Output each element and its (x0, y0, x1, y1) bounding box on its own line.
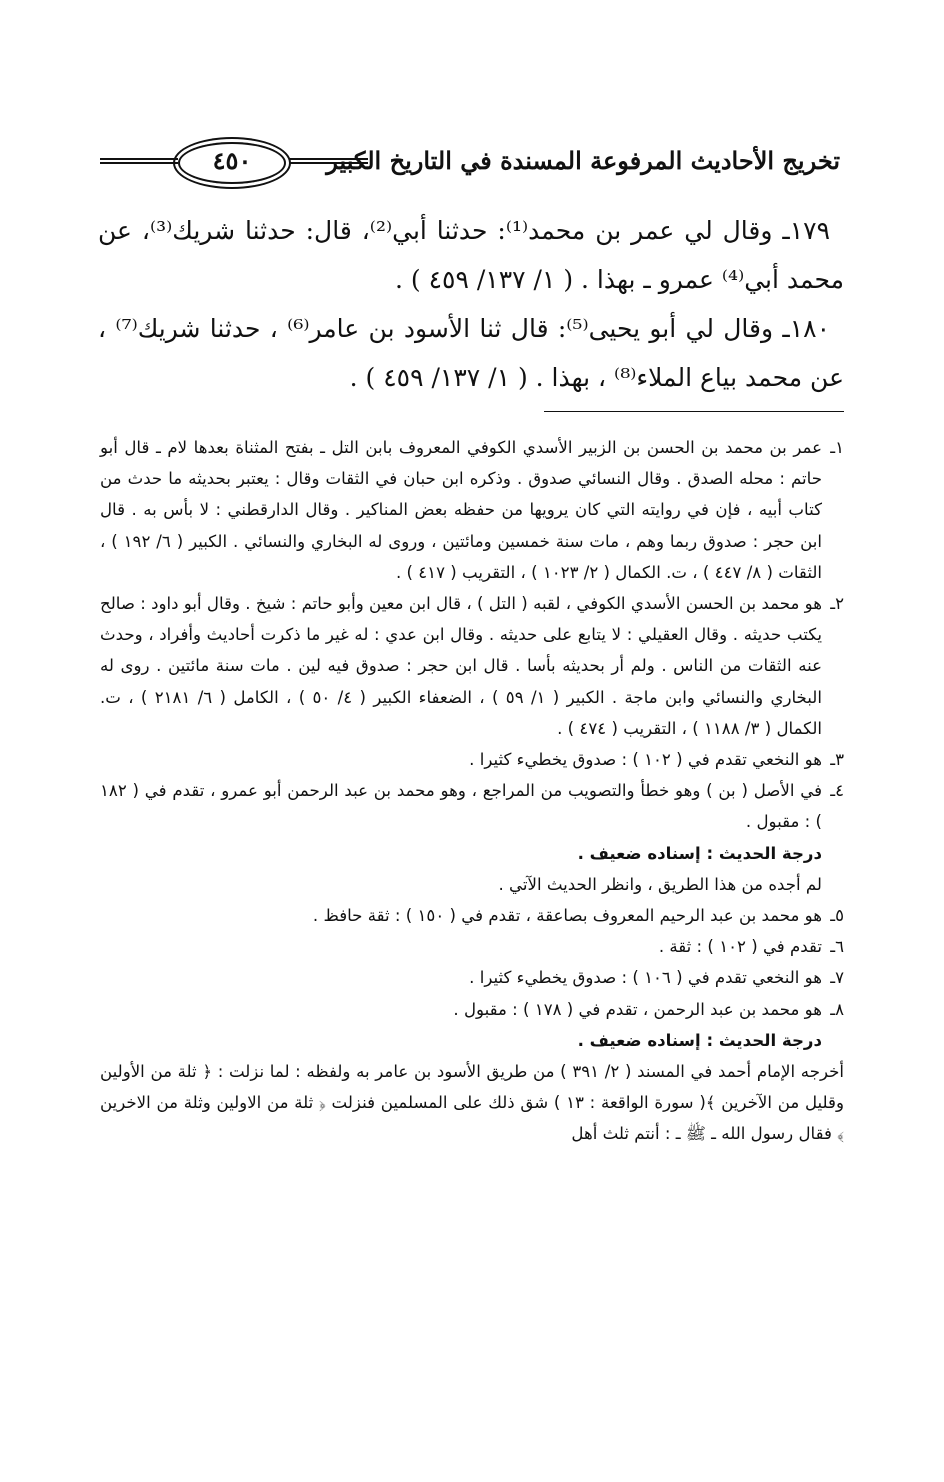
footnote-number: ٤ـ (830, 781, 844, 801)
footnote-3 (100, 744, 844, 775)
book-title: تخريج الأحاديث المرفوعة المسندة في التاريخ الكبير (326, 146, 840, 175)
hadith-entry-179: ١٧٩ـ وقال لي عمر بن محمد⁽¹⁾: حدثنا أبي⁽²⁾، قال: حدثنا شريك⁽³⁾، عن محمد أبي⁽⁴⁾ عمرو ـ بهذا . ( ١/ ١٣٧/ ٤٥٩ ) . (98, 216, 844, 294)
footnote-text: عمر بن محمد بن الحسن بن الزبير الأسدي الكوفي المعروف بابن التل ـ بفتح المثناة بعدها لام ـ قال أبو حاتم : محله الصدق . وقال النسائي صدوق . وذكره ابن حبان في الثقات وقال : يعتبر بحديثه ما حدث من كتاب أبيه ، فإن في روايته التي كان يرويها من حفظه بعض المناكير . وقال الدارقطني : لا بأس به . قال ابن حجر : صدوق ربما وهم ، مات سنة خمسين ومائتين ، وروى له البخاري والنسائي . الكبير ( ٦/ ١٩٢ ) ، الثقات ( ٨/ ٤٤٧ ) ، ت. الكمال ( ٢/ ١٠٢٣ ) ، التقريب ( ٤١٧ ) . (100, 438, 822, 582)
footnote-8 (100, 994, 844, 1025)
footnote-text: هو النخعي تقدم في ( ١٠٢ ) : صدوق يخطيء كثيرا . (469, 750, 822, 770)
footnote-text: هو محمد بن عبد الرحيم المعروف بصاعقة ، تقدم في ( ١٥٠ ) : ثقة حافظ . (312, 906, 822, 926)
hadith-entry-180: ١٨٠ـ وقال لي أبو يحيى⁽⁵⁾: قال ثنا الأسود بن عامر⁽⁶⁾ ، حدثنا شريك⁽⁷⁾ ، عن محمد بياع الملاء⁽⁸⁾ ، بهذا . ( ١/ ١٣٧/ ٤٥٩ ) . (98, 314, 844, 392)
footnote-6 (100, 931, 844, 962)
footnote-5 (100, 900, 844, 931)
takhrij-paragraph: أخرجه الإمام أحمد في المسند ( ٢/ ٣٩١ ) من طريق الأسود بن عامر به ولفظه : لما نزلت : ﴿ ثلة من الأولين وقليل من الآخرين ﴾( سورة الواقعة : ١٣ ) شق ذلك على المسلمين فنزلت ﴿ ثلة من الاولين وثلة من الاخرين ﴾ فقال رسول الله ـ ﷺ ـ : أنتم ثلث أهل (100, 1062, 844, 1144)
footnote-text: هو محمد بن عبد الرحمن ، تقدم في ( ١٧٨ ) : مقبول . (453, 999, 822, 1019)
hadith-grade-label: درجة الحديث : إسناده ضعيف . (577, 1030, 822, 1050)
footnote-text: هو النخعي تقدم في ( ١٠٦ ) : صدوق يخطيء كثيرا . (469, 968, 822, 988)
hadith-grade-note: لم أجده من هذا الطريق ، وانظر الحديث الآتي . (498, 874, 822, 894)
main-text (98, 206, 844, 402)
footnote-number: ٧ـ (830, 968, 844, 988)
footnote-separator (544, 411, 844, 412)
footnote-number: ٨ـ (830, 999, 844, 1019)
footnote-number: ١ـ (830, 438, 844, 457)
footnotes (100, 432, 844, 1150)
running-header (100, 136, 840, 188)
footnote-number: ٢ـ (830, 594, 844, 614)
footnote-number: ٥ـ (830, 906, 844, 926)
footnote-number: ٦ـ (830, 937, 844, 957)
footnote-4 (100, 775, 844, 837)
page-number-oval (178, 142, 286, 184)
footnote-1 (100, 432, 844, 588)
footnote-text: تقدم في ( ١٠٢ ) : ثقة . (658, 937, 822, 957)
page-number: ٤٥٠ (212, 146, 252, 175)
footnote-7 (100, 962, 844, 993)
header-rule-left (100, 158, 178, 164)
hadith-grade-label: درجة الحديث : إسناده ضعيف . (577, 843, 822, 863)
footnote-text: في الأصل ( بن ) وهو خطأ والتصويب من المراجع ، وهو محمد بن عبد الرحمن أبو عمرو ، تقدم في ( ١٨٢ ) : مقبول . (100, 781, 822, 832)
header-rule-right (286, 158, 368, 164)
footnote-2 (100, 588, 844, 744)
footnote-text: هو محمد بن الحسن الأسدي الكوفي ، لقبه ( التل ) ، قال ابن معين وأبو حاتم : شيخ . وقال أبو داود : صالح يكتب حديثه . وقال العقيلي : لا يتابع على حديثه . وقال ابن عدي : له غير ما ذكرت أحاديث وأفراد ، وحدث عنه الثقات من الناس . ولم أر بحديثه بأسا . قال ابن حجر : صدوق فيه لين . مات سنة مائتين . روى له البخاري والنسائي وابن ماجة . الكبير ( ١/ ٥٩ ) ، الضعفاء الكبير ( ٤/ ٥٠ ) ، الكامل ( ٦/ ٢١٨١ ) ، ت. الكمال ( ٣/ ١١٨٨ ) ، التقريب ( ٤٧٤ ) . (100, 594, 822, 738)
footnote-number: ٣ـ (830, 750, 844, 770)
